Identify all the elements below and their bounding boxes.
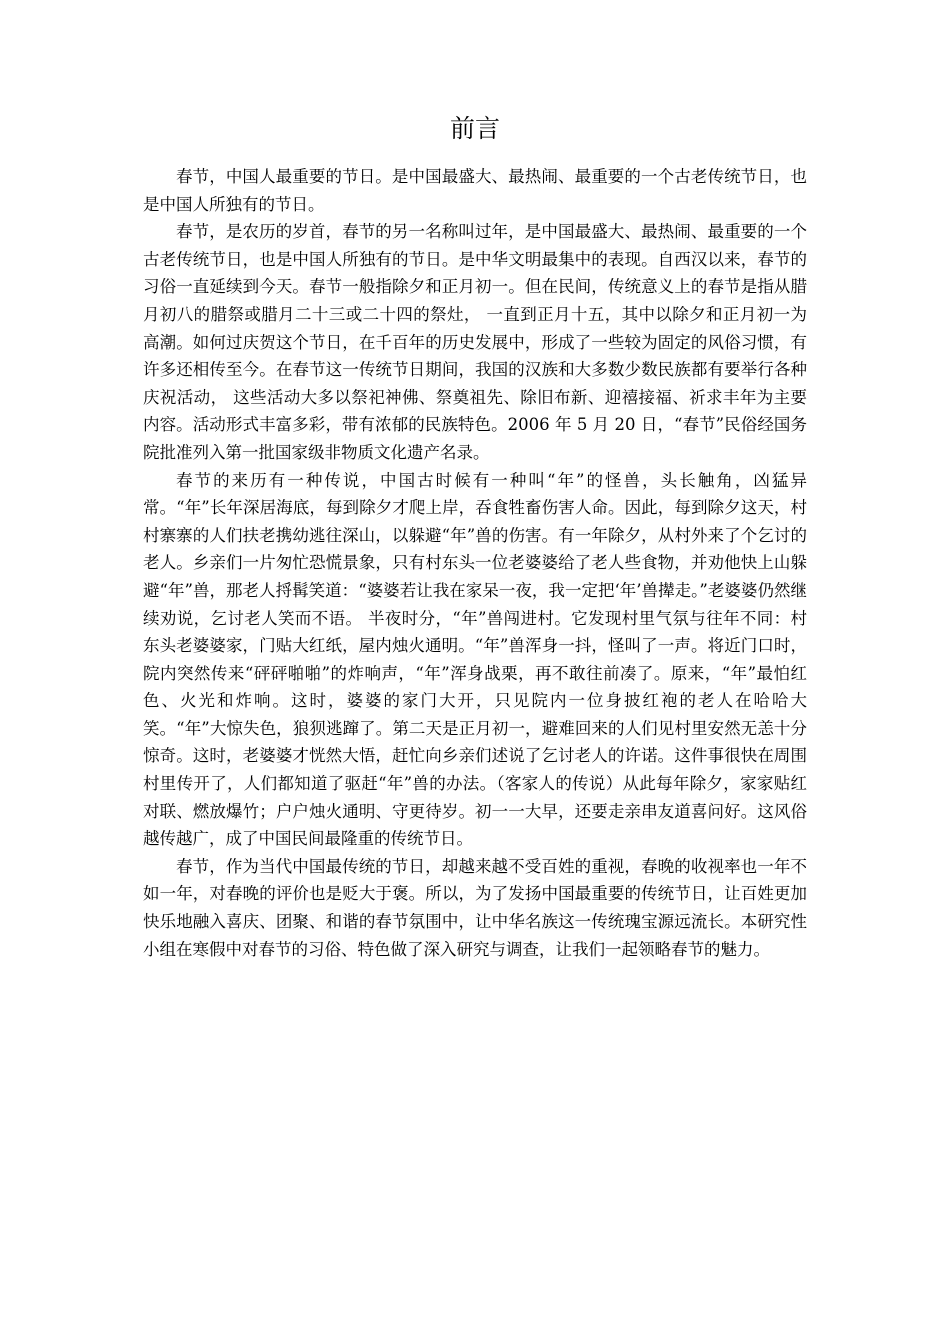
paragraph: 春节，作为当代中国最传统的节日，却越来越不受百姓的重视，春晚的收视率也一年不如一年，对春晚的评价也是贬大于褒。所以，为了发扬中国最重要的传统节日，让百姓更加快乐地融入喜庆、团聚、和谐的春节氛围中，让中华名族这一传统瑰宝源远流长。本研究性小组在寒假中对春节的习俗、特色做了深入研究与调查，让我们一起领略春节的魅力。 <box>143 856 807 959</box>
paragraph: 春节，中国人最重要的节日。是中国最盛大、最热闹、最重要的一个古老传统节日，也是中国人所独有的节日。 <box>143 167 807 214</box>
paragraph: 春节，是农历的岁首，春节的另一名称叫过年，是中国最盛大、最热闹、最重要的一个古老传统节日，也是中国人所独有的节日。是中华文明最集中的表现。自西汉以来，春节的习俗一直延续到今天。春节一般指除夕和正月初一。但在民间，传统意义上的春节是指从腊月初八的腊祭或腊月二十三或二十四的祭灶， 一直到正月十五，其中以除夕和正月初一为高潮。如何过庆贺这个节日，在千百年的历史发展中，形成了一些较为固定的风俗习惯，有许多还相传至今。在春节这一传统节日期间，我国的汉族和大多数少数民族都有要举行各种庆祝活动， 这些活动大多以祭祀神佛、祭奠祖先、除旧布新、迎禧接福、祈求丰年为主要内容。活动形式丰富多彩，带有浓郁的民族特色。2006 年 5 月 20 日，“春节”民俗经国务院批准列入第一批国家级非物质文化遗产名录。 <box>143 222 807 462</box>
document-body <box>143 163 807 963</box>
paragraph: 春节的来历有一种传说，中国古时候有一种叫“年”的怪兽，头长触角，凶猛异常。“年”长年深居海底，每到除夕才爬上岸，吞食牲畜伤害人命。因此，每到除夕这天，村村寨寨的人们扶老携幼逃往深山，以躲避“年”兽的伤害。有一年除夕，从村外来了个乞讨的老人。乡亲们一片匆忙恐慌景象，只有村东头一位老婆婆给了老人些食物，并劝他快上山躲避“年”兽，那老人捋髯笑道：“婆婆若让我在家呆一夜，我一定把‘年’兽撵走。”老婆婆仍然继续劝说，乞讨老人笑而不语。 半夜时分，“年”兽闯进村。它发现村里气氛与往年不同：村东头老婆婆家，门贴大红纸，屋内烛火通明。“年”兽浑身一抖，怪叫了一声。将近门口时，院内突然传来“砰砰啪啪”的炸响声，“年”浑身战栗，再不敢往前凑了。原来，“年”最怕红色、火光和炸响。这时，婆婆的家门大开，只见院内一位身披红袍的老人在哈哈大笑。“年”大惊失色，狼狈逃蹿了。第二天是正月初一，避难回来的人们见村里安然无恙十分惊奇。这时，老婆婆才恍然大悟，赶忙向乡亲们述说了乞讨老人的许诺。这件事很快在周围村里传开了，人们都知道了驱赶“年”兽的办法。（客家人的传说）从此每年除夕，家家贴红对联、燃放爆竹；户户烛火通明、守更待岁。初一一大早，还要走亲串友道喜问好。这风俗越传越广，成了中国民间最隆重的传统节日。 <box>143 470 807 849</box>
page-title: 前言 <box>449 114 500 143</box>
